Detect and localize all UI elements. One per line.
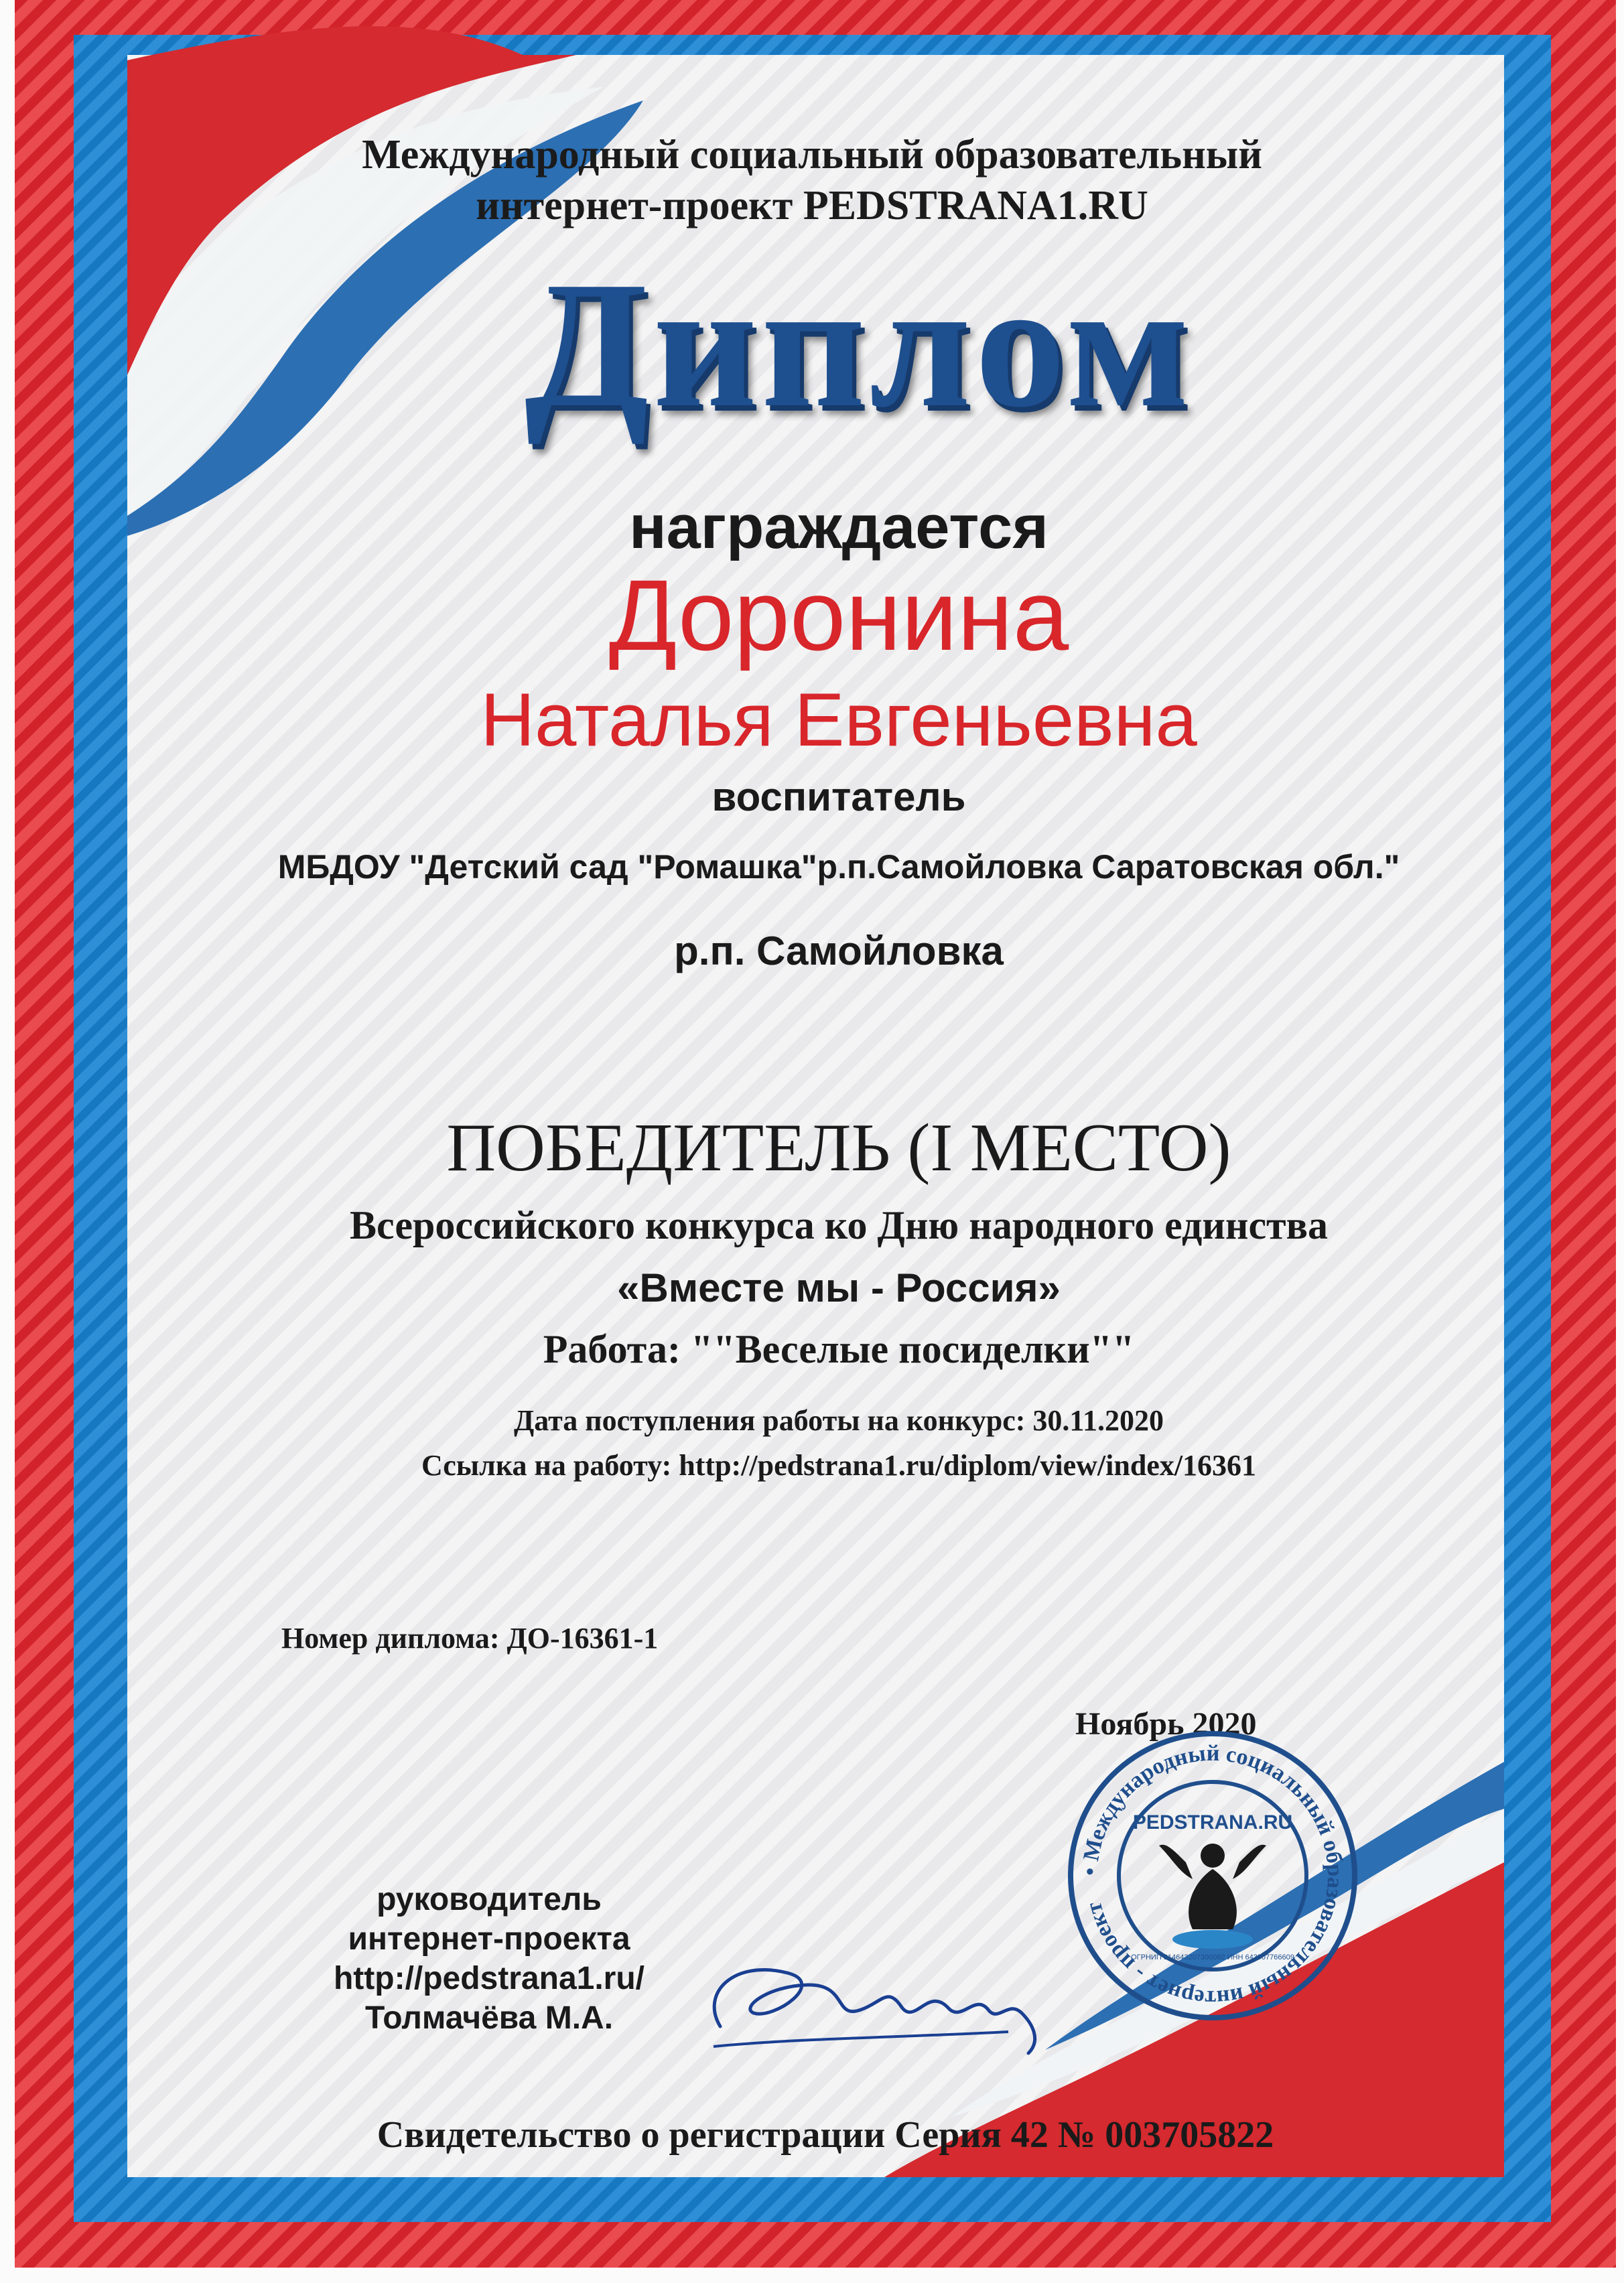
head-name: Толмачёва М.А.: [364, 2000, 614, 2036]
recipient-organization: МБДОУ "Детский сад "Ромашка"р.п.Самойловка Саратовская обл.": [277, 848, 1400, 886]
contest-name: «Вместе мы - Россия»: [617, 1265, 1061, 1310]
seal-center-text: PEDSTRANA.RU: [1132, 1811, 1293, 1834]
awarded-label: награждается: [629, 493, 1048, 561]
seal-ring-text: • Международный социальный образовательный интернет - проект: [1077, 1740, 1348, 2011]
issue-date: Ноябрь 2020: [1075, 1706, 1257, 1742]
submission-date: Дата поступления работы на конкурс: 30.11.2020: [514, 1404, 1164, 1437]
registration-certificate: Свидетельство о регистрации Серия 42 № 003705822: [377, 2114, 1274, 2156]
project-seal: [1065, 1728, 1360, 2023]
contest-description: Всероссийского конкурса ко Дню народного единства: [350, 1203, 1328, 1247]
signature-stroke: [714, 1969, 1034, 2053]
header-line-1: Международный социальный образовательный: [362, 132, 1262, 178]
header-line-2: интернет-проект PEDSTRANA1.RU: [476, 183, 1148, 228]
project-head-block: [301, 1880, 677, 2038]
diploma-title: Диплом: [524, 245, 1194, 445]
signature: [693, 1946, 1055, 2060]
recipient-surname: Доронина: [608, 559, 1069, 671]
result-title: ПОБЕДИТЕЛЬ (I МЕСТО): [446, 1110, 1231, 1186]
head-role-line-1: руководитель: [377, 1882, 602, 1917]
work-title: Работа: ""Веселые посиделки"": [543, 1327, 1135, 1371]
recipient-given-names: Наталья Евгеньевна: [480, 678, 1197, 762]
seal-small-text: ОГРНИП 314643207300062 ИНН 643907766609: [1131, 1953, 1294, 1961]
seal-emblem-icon: [1159, 1844, 1266, 1949]
head-website: http://pedstrana1.ru/: [333, 1961, 645, 1997]
work-link: Ссылка на работу: http://pedstrana1.ru/diplom/view/index/16361: [421, 1449, 1257, 1482]
signature-underline: [714, 2032, 1008, 2047]
head-role-line-2: интернет-проекта: [348, 1921, 630, 1957]
recipient-position: воспитатель: [712, 774, 966, 819]
diploma-number: Номер диплома: ДО-16361-1: [281, 1622, 659, 1655]
recipient-locality: р.п. Самойловка: [674, 928, 1004, 973]
